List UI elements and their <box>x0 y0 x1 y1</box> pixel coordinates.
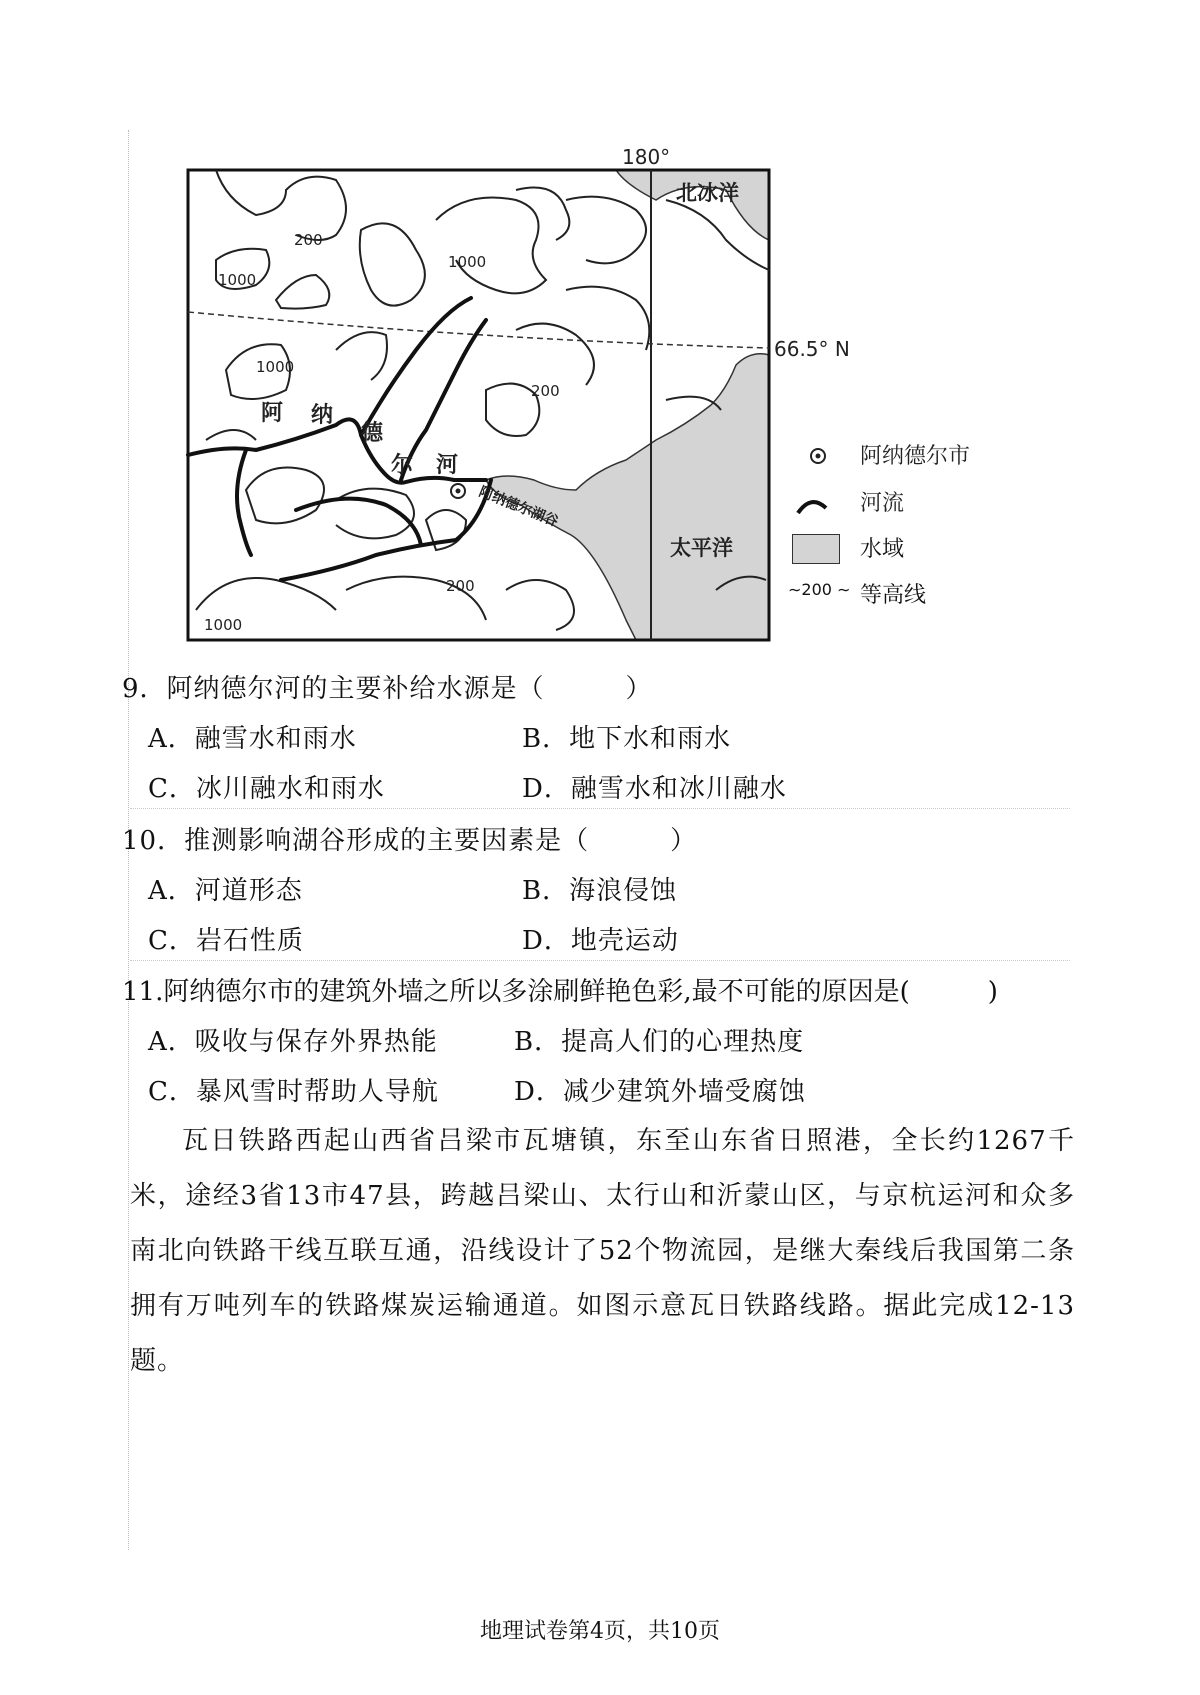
anadyr-map <box>186 145 971 650</box>
legend-river-label: 河流 <box>860 491 905 516</box>
question-11-option-b[interactable]: B．提高人们的心理热度 <box>514 1027 805 1057</box>
meridian-label: 180° <box>622 145 671 169</box>
contour-squiggle-left: ∼ <box>788 580 802 599</box>
legend-city-icon-dot <box>816 454 821 459</box>
question-11-option-a[interactable]: A．吸收与保存外界热能 <box>148 1027 438 1057</box>
legend-river-icon <box>798 502 826 513</box>
city-marker-dot <box>456 489 461 494</box>
contour-label-7: 1000 <box>204 616 243 634</box>
legend-contour-value: 200 <box>801 580 832 599</box>
contour-label-6: 200 <box>446 577 475 595</box>
contour-label-2: 1000 <box>218 271 257 289</box>
pacific-ocean-label: 太平洋 <box>670 536 733 560</box>
legend-city-label: 阿纳德尔市 <box>860 444 971 469</box>
arctic-ocean-label: 北冰洋 <box>676 181 739 205</box>
contour-label-4: 1000 <box>256 358 295 376</box>
legend-water-icon <box>792 534 840 564</box>
river-label-char-2: 纳 <box>311 403 334 428</box>
question-10-stem: 10．推测影响湖谷形成的主要因素是（ ） <box>122 826 698 856</box>
contour-label-1: 200 <box>294 231 323 249</box>
page-footer: 地理试卷第4页，共10页 <box>480 1619 720 1644</box>
pacific-ocean-area <box>486 354 769 640</box>
question-9-stem: 9．阿纳德尔河的主要补给水源是（ ） <box>122 674 653 704</box>
contour-label-5: 200 <box>531 382 560 400</box>
legend-contour-label: 等高线 <box>860 583 927 608</box>
question-9-option-a[interactable]: A．融雪水和雨水 <box>148 724 357 754</box>
question-10-option-a[interactable]: A．河道形态 <box>148 876 303 906</box>
contour-squiggle-right: ∼ <box>837 580 851 599</box>
question-10-option-c[interactable]: C．岩石性质 <box>148 926 304 956</box>
question-11-option-d[interactable]: D．减少建筑外墙受腐蚀 <box>514 1077 806 1107</box>
passage-text: 瓦日铁路西起山西省吕梁市瓦塘镇，东至山东省日照港，全长约1267千米，途经3省13市47县，跨越吕梁山、太行山和沂蒙山区，与京杭运河和众多南北向铁路干线互联互通，沿线设计了52个物流园，是继大秦线后我国第二条拥有万吨列车的铁路煤炭运输通道。如图示意瓦日铁路线路。据此完成12-13题。 <box>130 1126 1075 1376</box>
latitude-label: 66.5° N <box>774 337 850 361</box>
river-label-char-1: 阿 <box>261 401 284 426</box>
separator <box>130 808 1070 809</box>
contour-label-3: 1000 <box>448 253 487 271</box>
passage <box>130 1114 1075 1389</box>
question-9-option-b[interactable]: B．地下水和雨水 <box>522 724 732 754</box>
separator <box>130 960 1070 961</box>
question-11-stem: 11.阿纳德尔市的建筑外墙之所以多涂刷鲜艳色彩,最不可能的原因是( ) <box>122 977 998 1007</box>
fjord-label: 阿纳德尔湖谷 <box>476 483 561 531</box>
legend-water-label: 水域 <box>860 537 905 562</box>
rivers <box>188 298 491 580</box>
river-label-char-3: 德 <box>361 421 384 446</box>
river-label-char-4: 尔 <box>391 453 414 478</box>
question-11-option-c[interactable]: C．暴风雪时帮助人导航 <box>148 1077 439 1107</box>
question-10-option-d[interactable]: D．地壳运动 <box>522 926 679 956</box>
river-label-char-5: 河 <box>436 453 459 478</box>
question-9-option-d[interactable]: D．融雪水和冰川融水 <box>522 774 787 804</box>
question-10-option-b[interactable]: B．海浪侵蚀 <box>522 876 678 906</box>
question-9-option-c[interactable]: C．冰川融水和雨水 <box>148 774 385 804</box>
legend-contour-icon <box>788 580 850 599</box>
